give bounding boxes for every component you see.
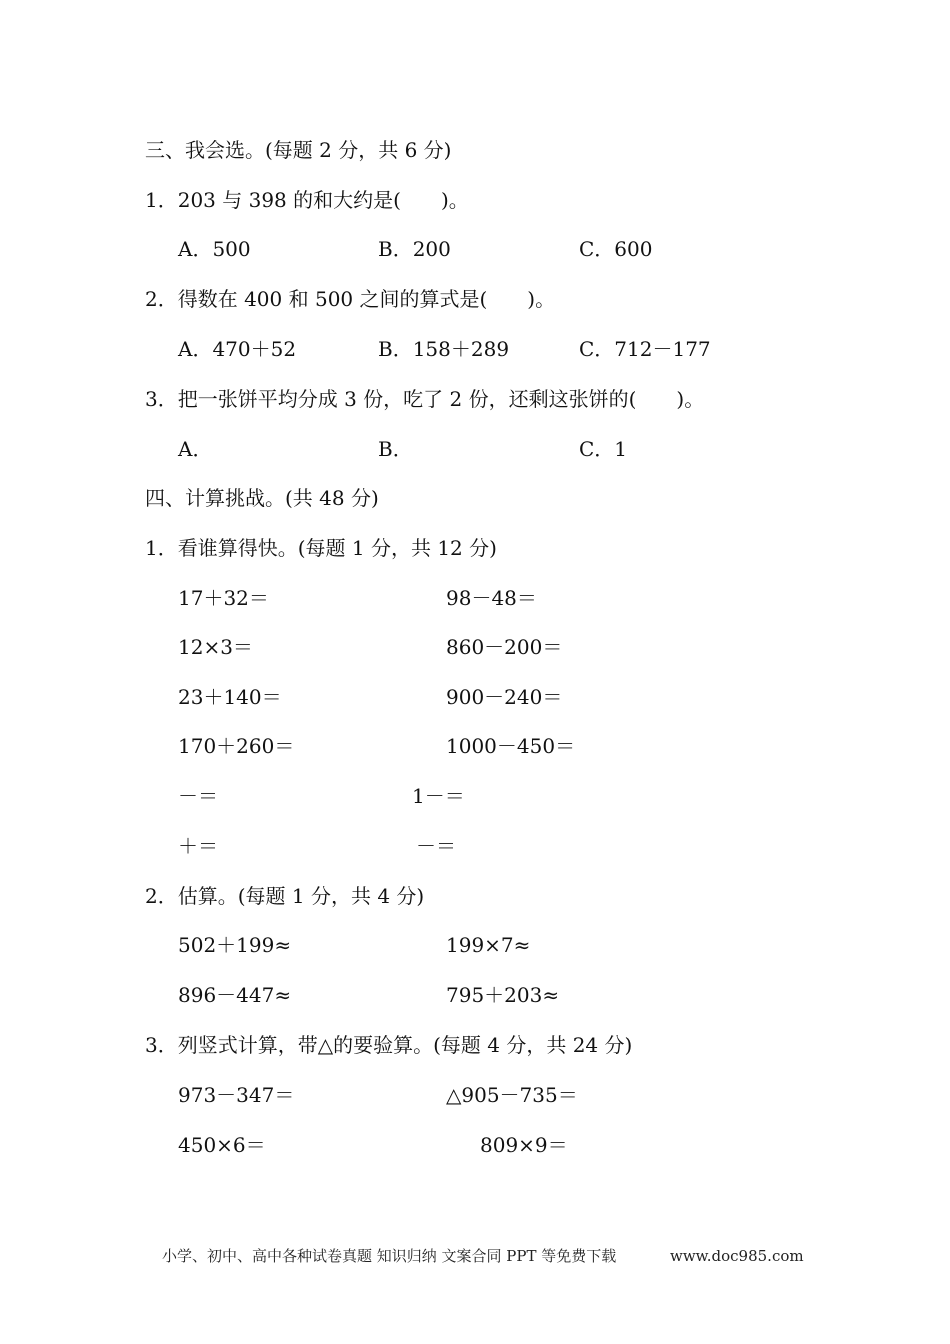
calc-item: 900－240＝ [446,685,563,709]
question-2-option-b: B．158＋289 [378,337,510,361]
calc-item: ＋＝ [178,834,218,858]
question-1-option-a: A．500 [178,237,251,261]
question-1-option-c: C．600 [579,237,653,261]
section-3-heading: 三、我会选。(每题 2 分，共 6 分) [145,138,452,162]
calc-item: 170＋260＝ [178,734,295,758]
question-3-text: 3．把一张饼平均分成 3 份，吃了 2 份，还剩这张饼的( )。 [145,387,705,411]
question-1-text: 1．203 与 398 的和大约是( )。 [145,188,469,212]
part-3-title: 3．列竖式计算，带△的要验算。(每题 4 分，共 24 分) [145,1033,633,1057]
question-3-option-b: B． [378,437,413,461]
question-3-option-c: C．1 [579,437,628,461]
calc-item: 12×3＝ [178,635,253,659]
part-1-title: 1．看谁算得快。(每题 1 分，共 12 分) [145,536,497,560]
question-2-option-c: C．712－177 [579,337,711,361]
section-4-heading: 四、计算挑战。(共 48 分) [145,486,379,510]
estimate-item: 502＋199≈ [178,933,292,957]
calc-item: 1－＝ [412,784,465,808]
vertical-calc-item: 973－347＝ [178,1083,295,1107]
vertical-calc-item: 809×9＝ [480,1133,568,1157]
calc-item: 860－200＝ [446,635,563,659]
calc-item: 17＋32＝ [178,586,269,610]
footer-url: www.doc985.com [670,1247,804,1265]
vertical-calc-item: △905－735＝ [446,1083,578,1107]
calc-item: 23＋140＝ [178,685,282,709]
calc-item: －＝ [416,834,456,858]
calc-item: 98－48＝ [446,586,537,610]
estimate-item: 896－447≈ [178,983,292,1007]
footer-text: 小学、初中、高中各种试卷真题 知识归纳 文案合同 PPT 等免费下载 [162,1247,617,1265]
question-2-text: 2．得数在 400 和 500 之间的算式是( )。 [145,287,556,311]
estimate-item: 795＋203≈ [446,983,560,1007]
question-1-option-b: B．200 [378,237,451,261]
calc-item: 1000－450＝ [446,734,576,758]
estimate-item: 199×7≈ [446,933,531,957]
vertical-calc-item: 450×6＝ [178,1133,266,1157]
part-2-title: 2．估算。(每题 1 分，共 4 分) [145,884,425,908]
calc-item: －＝ [178,784,218,808]
question-3-option-a: A． [178,437,213,461]
question-2-option-a: A．470＋52 [178,337,297,361]
